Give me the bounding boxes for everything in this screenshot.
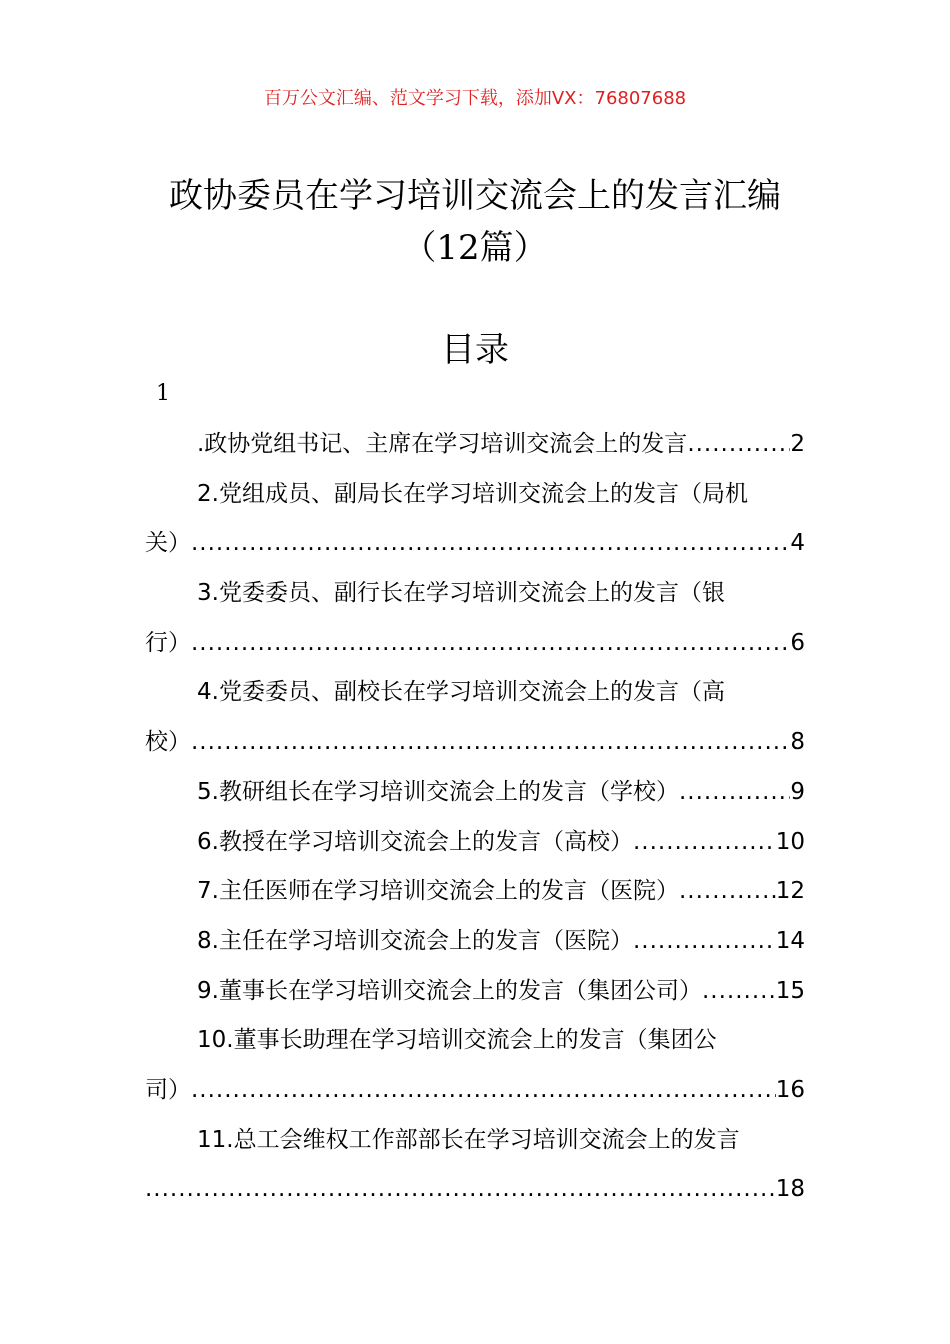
toc-page-number: 10 (775, 828, 805, 855)
title-line-1: 政协委员在学习培训交流会上的发言汇编 (169, 176, 781, 216)
toc-entry[interactable] (145, 967, 805, 1017)
toc-entry-title: 6.教授在学习培训交流会上的发言（高校） (197, 828, 633, 855)
toc-entry-title: .政协党组书记、主席在学习培训交流会上的发言 (197, 431, 688, 457)
table-of-contents (145, 420, 805, 1215)
toc-page-number: 2 (790, 431, 805, 457)
toc-entry[interactable] (145, 867, 805, 917)
toc-entry-title: 9.董事长在学习培训交流会上的发言（集团公司） (197, 977, 702, 1004)
toc-leader-dots (679, 768, 790, 818)
toc-leader-dots (191, 1066, 776, 1116)
toc-entry-title-continued: 关） (145, 530, 191, 557)
toc-page-number: 14 (775, 927, 805, 954)
toc-entry[interactable] (145, 917, 805, 967)
toc-page-number: 16 (775, 1076, 805, 1103)
toc-entry-title: 2.党组成员、副局长在学习培训交流会上的发言（局机 (197, 480, 748, 507)
toc-entry[interactable] (145, 569, 805, 619)
toc-entry[interactable] (145, 768, 805, 818)
toc-entry-title-continued: 司） (145, 1076, 191, 1103)
toc-leader-dots (679, 867, 776, 917)
toc-entry[interactable] (145, 668, 805, 718)
toc-entry-title: 7.主任医师在学习培训交流会上的发言（医院） (197, 878, 679, 905)
document-title (0, 170, 950, 274)
toc-entry-title-continued: 校） (145, 729, 191, 756)
toc-leader-dots (191, 619, 790, 669)
toc-page-number: 12 (775, 878, 805, 905)
toc-entry-continuation[interactable] (145, 718, 805, 768)
toc-leader-dots (191, 718, 790, 768)
toc-page-number: 15 (775, 977, 805, 1004)
toc-entry-title: 3.党委委员、副行长在学习培训交流会上的发言（银 (197, 580, 725, 607)
toc-leader-dots (191, 519, 790, 569)
toc-leader-dots (687, 420, 790, 470)
toc-entry[interactable] (145, 818, 805, 868)
toc-entry-continuation[interactable] (145, 1165, 805, 1215)
toc-heading: 目录 (441, 330, 509, 370)
toc-leader-dots (633, 818, 776, 868)
toc-entry-title: 11.总工会维权工作部部长在学习培训交流会上的发言 (197, 1126, 740, 1153)
toc-entry-title: 4.党委委员、副校长在学习培训交流会上的发言（高 (197, 679, 725, 706)
toc-entry-title-continued: 行） (145, 629, 191, 656)
toc-leader-dots (633, 917, 776, 967)
toc-page-number: 4 (790, 530, 805, 557)
toc-entry[interactable] (145, 470, 805, 520)
toc-entry[interactable] (145, 1116, 805, 1166)
stray-number: 1 (156, 381, 170, 406)
toc-entry-title: 10.董事长助理在学习培训交流会上的发言（集团公 (197, 1027, 717, 1054)
toc-entry-continuation[interactable] (145, 1066, 805, 1116)
toc-page-number: 9 (790, 778, 805, 805)
toc-entry[interactable] (145, 1016, 805, 1066)
title-line-2: （12篇） (402, 228, 548, 268)
toc-page-number: 18 (775, 1176, 805, 1203)
toc-entry[interactable] (145, 420, 805, 470)
toc-entry-title: 5.教研组长在学习培训交流会上的发言（学校） (197, 778, 679, 805)
toc-entry-title: 8.主任在学习培训交流会上的发言（医院） (197, 927, 633, 954)
toc-page-number: 8 (790, 729, 805, 756)
toc-entry-continuation[interactable] (145, 619, 805, 669)
watermark-banner: 百万公文汇编、范文学习下载，添加VX：76807688 (263, 88, 687, 109)
toc-leader-dots (702, 967, 776, 1017)
toc-page-number: 6 (790, 629, 805, 656)
toc-leader-dots (145, 1165, 776, 1215)
toc-entry-continuation[interactable] (145, 519, 805, 569)
